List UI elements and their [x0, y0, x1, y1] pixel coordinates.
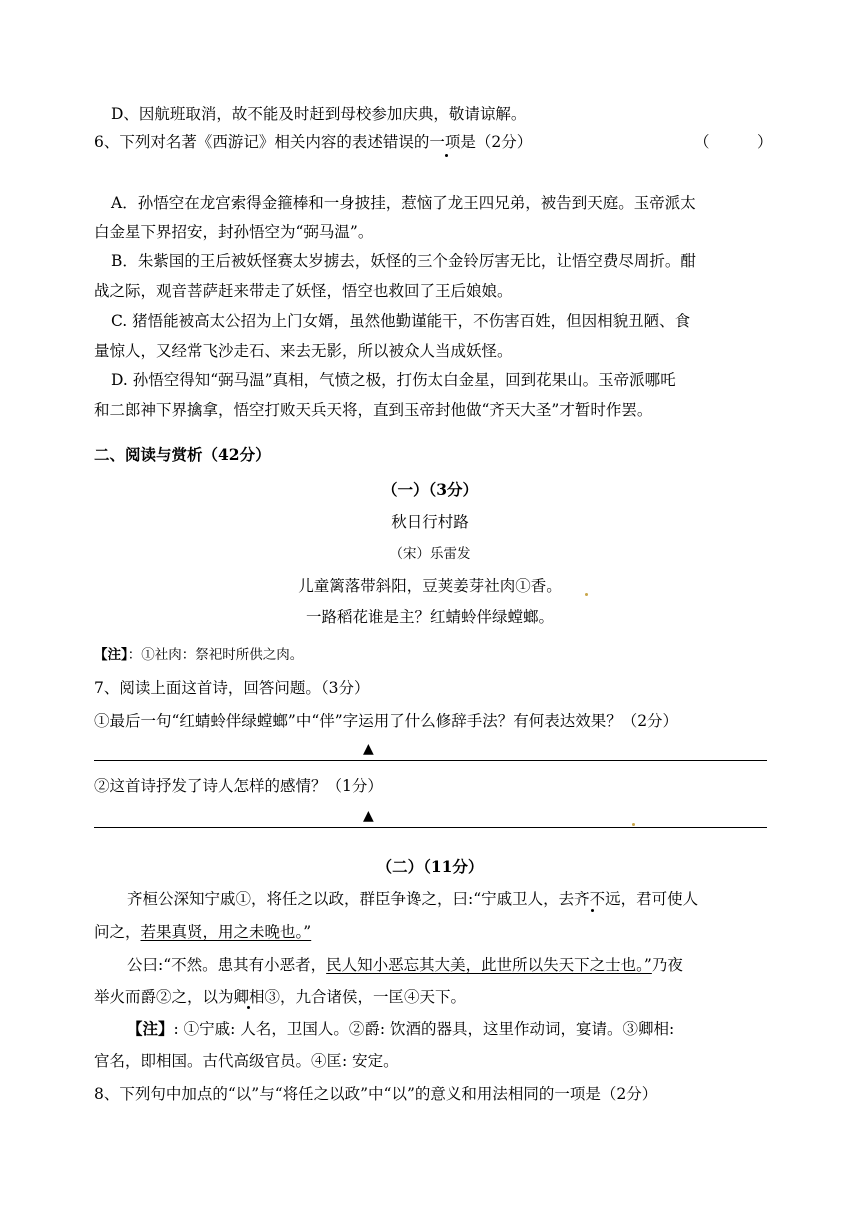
passage-p2-line2: 举火而爵②之，以为卿相③，九合诸侯，一匡④天下。	[94, 988, 467, 1006]
q6-option-c-line1: C. 猪悟能被高太公招为上门女婿，虽然他勤谨能干，不伤害百姓，但因相貌丑陋、食	[111, 312, 691, 330]
section-heading: 二、阅读与赏析（42分）	[94, 445, 271, 464]
q6-answer-bracket-open: （	[694, 133, 710, 151]
emphasis-dot	[591, 909, 594, 912]
underlined-sentence: 民人知小恶忘其大美，此世所以失天下之士也。”	[326, 956, 652, 974]
q6-option-d-line1: D. 孙悟空得知“弼马温”真相，气愤之极，打伤太白金星，回到花果山。玉帝派哪吒	[111, 371, 676, 389]
q6-stem: 6、下列对名著《西游记》相关内容的表述错误的一项是（2分）	[94, 133, 533, 151]
passage-note-line1	[127, 1018, 674, 1040]
part1-title: （一）（3分）	[381, 480, 479, 499]
note-text: ：①社肉：祭祀时所供之肉。	[127, 647, 304, 663]
poem-line-1: 儿童篱落带斜阳，豆荚姜芽社肉①香。	[298, 577, 562, 595]
passage-text: 乃夜	[651, 956, 683, 974]
passage-p2-line1	[127, 954, 683, 976]
q6-answer-bracket-close: ）	[757, 133, 773, 151]
q7-sub1: ①最后一句“红蜻蛉伴绿螳螂”中“伴”字运用了什么修辞手法？有何表达效果？（2分）	[94, 712, 679, 730]
poem-author: （宋）乐雷发	[389, 546, 471, 562]
note-text: : ①宁戚: 人名，卫国人。②爵: 饮酒的器具，这里作动词，宴请。③卿相:	[173, 1020, 675, 1038]
passage-p1-line2	[94, 921, 311, 943]
stray-mark	[632, 823, 635, 826]
note-label: 【注】	[94, 647, 128, 663]
underlined-sentence: 若果真贤，用之未晚也。”	[140, 923, 312, 941]
q6-option-c-line2: 量惊人，又经常飞沙走石、来去无影，所以被众人当成妖怪。	[94, 342, 513, 360]
emphasis-dot	[247, 1006, 250, 1009]
q7-stem: 7、阅读上面这首诗，回答问题。（3分）	[94, 679, 370, 697]
passage-text: 问之，	[94, 923, 141, 941]
q6-option-b-line2: 战之际，观音菩萨赶来带走了妖怪，悟空也救回了王后娘娘。	[94, 282, 513, 300]
passage-text: 公曰:“不然。患其有小恶者，	[127, 956, 327, 974]
answer-mark: ▲	[363, 808, 374, 824]
answer-line[interactable]	[94, 760, 767, 761]
q6-option-a-line2: 白金星下界招安，封孙悟空为“弼马温”。	[94, 223, 374, 241]
poem-note	[94, 644, 303, 666]
q6-option-a-line1: A．孙悟空在龙宫索得金箍棒和一身披挂，惹恼了龙王四兄弟，被告到天庭。玉帝派太	[111, 194, 696, 212]
stray-mark	[585, 593, 588, 596]
q5-option-d: D、因航班取消，故不能及时赶到母校参加庆典，敬请谅解。	[111, 105, 527, 123]
answer-line[interactable]	[94, 827, 767, 828]
poem-line-2: 一路稻花谁是主？红蜻蛉伴绿螳螂。	[305, 608, 554, 626]
q6-option-b-line1: B．朱紫国的王后被妖怪赛太岁掳去，妖怪的三个金铃厉害无比，让悟空费尽周折。酣	[111, 252, 696, 270]
part2-title: （二）（11分）	[376, 857, 484, 876]
q7-sub2: ②这首诗抒发了诗人怎样的感情？（1分）	[94, 777, 383, 795]
poem-title: 秋日行村路	[391, 513, 469, 531]
passage-p1-line1: 齐桓公深知宁戚①，将任之以政，群臣争谗之，曰:“宁戚卫人，去齐不远，君可使人	[127, 890, 699, 908]
q8-stem: 8、下列句中加点的“以”与“将任之以政”中“以”的意义和用法相同的一项是（2分）	[94, 1085, 658, 1103]
emphasis-dot	[445, 154, 448, 157]
note-label: 【注】	[127, 1019, 174, 1038]
q6-option-d-line2: 和二郎神下界擒拿，悟空打败天兵天将，直到玉帝封他做“齐天大圣”才暂时作罢。	[94, 401, 653, 419]
answer-mark: ▲	[363, 741, 374, 757]
passage-note-line2: 官名，即相国。古代高级官员。④匡: 安定。	[94, 1052, 399, 1070]
